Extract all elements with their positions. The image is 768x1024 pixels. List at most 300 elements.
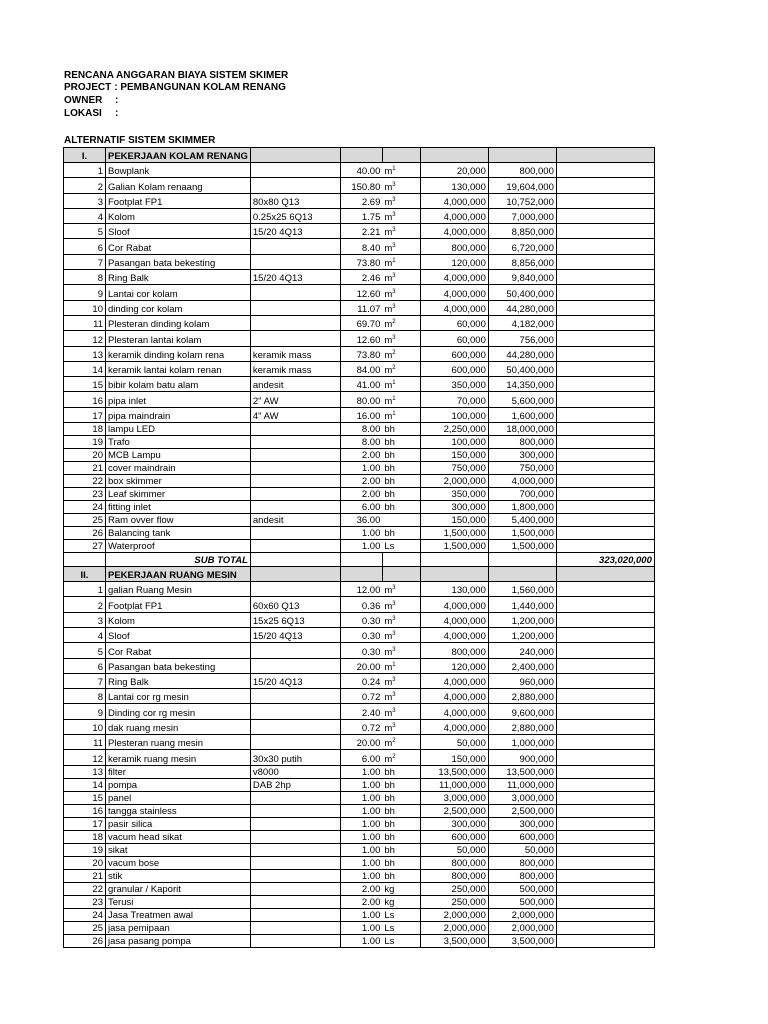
- quantity: 36.00: [340, 514, 382, 527]
- quantity: 69.70: [340, 315, 382, 330]
- line-total: 44,280,000: [488, 346, 556, 361]
- unit-price: 4,000,000: [420, 300, 488, 315]
- unit: [382, 856, 420, 869]
- unit-price: 3,500,000: [420, 934, 488, 947]
- grand-cell: [556, 627, 654, 642]
- unit-text: bh: [384, 437, 395, 449]
- unit: [382, 689, 420, 704]
- unit: [382, 407, 420, 422]
- quantity: 73.80: [340, 254, 382, 269]
- item-spec: 15/20 4Q13: [250, 224, 340, 239]
- line-total: 500,000: [488, 882, 556, 895]
- unit-text: m: [384, 677, 393, 689]
- unit-exponent: 1: [392, 257, 396, 264]
- row-number: 23: [64, 895, 106, 908]
- table-row: [64, 597, 655, 612]
- table-row: [64, 239, 655, 254]
- item-spec: [250, 582, 340, 597]
- alternatif-heading: ALTERNATIF SISTEM SKIMMER: [64, 135, 216, 146]
- unit: [382, 361, 420, 376]
- quantity: 1.00: [340, 791, 382, 804]
- unit: [382, 895, 420, 908]
- item-name: [106, 224, 251, 239]
- unit: [382, 449, 420, 462]
- unit-exponent: 1: [392, 395, 396, 402]
- unit-text: m: [384, 692, 393, 704]
- unit-price: 1,500,000: [420, 540, 488, 553]
- unit-exponent: 3: [392, 631, 396, 638]
- unit: [382, 843, 420, 856]
- section-title: PEKERJAAN RUANG MESIN: [106, 567, 251, 582]
- quantity: 2.00: [340, 475, 382, 488]
- empty-cell: [488, 553, 556, 567]
- unit-price: 100,000: [420, 407, 488, 422]
- item-name: [106, 300, 251, 315]
- item-name-text: Plesteran lantai kolam: [108, 334, 202, 346]
- empty-cell: [488, 567, 556, 582]
- unit-price: 4,000,000: [420, 597, 488, 612]
- table-row: [64, 377, 655, 392]
- line-total: 50,400,000: [488, 361, 556, 376]
- unit: [382, 488, 420, 501]
- item-name-text: Ring Balk: [108, 273, 149, 285]
- line-total: 1,000,000: [488, 735, 556, 750]
- item-spec: [250, 908, 340, 921]
- item-spec: 15/20 4Q13: [250, 673, 340, 688]
- row-number: 8: [64, 689, 106, 704]
- table-row: [64, 817, 655, 830]
- item-spec: [250, 436, 340, 449]
- item-spec: [250, 817, 340, 830]
- line-total: 2,000,000: [488, 921, 556, 934]
- unit: [382, 643, 420, 658]
- row-number: 24: [64, 501, 106, 514]
- line-total: 4,000,000: [488, 475, 556, 488]
- unit-text: m: [384, 707, 393, 719]
- table-row: [64, 501, 655, 514]
- item-name: [106, 869, 251, 882]
- row-number: 10: [64, 300, 106, 315]
- line-total: 300,000: [488, 817, 556, 830]
- grand-cell: [556, 673, 654, 688]
- item-name: [106, 208, 251, 223]
- unit-exponent: 2: [392, 738, 396, 745]
- grand-cell: [556, 597, 654, 612]
- unit-text: m: [384, 723, 393, 735]
- item-spec: [250, 449, 340, 462]
- quantity: 2.69: [340, 193, 382, 208]
- item-name: [106, 765, 251, 778]
- unit-price: 130,000: [420, 178, 488, 193]
- line-total: 2,000,000: [488, 908, 556, 921]
- quantity: 1.00: [340, 462, 382, 475]
- unit-exponent: 2: [392, 319, 396, 326]
- row-number: 3: [64, 193, 106, 208]
- table-row: [64, 869, 655, 882]
- unit-price: 4,000,000: [420, 285, 488, 300]
- grand-cell: [556, 582, 654, 597]
- unit: [382, 285, 420, 300]
- item-name: [106, 627, 251, 642]
- item-name: [106, 239, 251, 254]
- grand-cell: [556, 208, 654, 223]
- unit: [382, 436, 420, 449]
- unit: [382, 254, 420, 269]
- unit-text: bh: [384, 450, 395, 462]
- quantity: 1.00: [340, 778, 382, 791]
- row-number: 21: [64, 869, 106, 882]
- grand-cell: [556, 178, 654, 193]
- unit: [382, 612, 420, 627]
- unit-price: 4,000,000: [420, 612, 488, 627]
- row-number: 26: [64, 934, 106, 947]
- item-name: [106, 817, 251, 830]
- item-name-text: Kolom: [108, 212, 135, 224]
- unit-exponent: 3: [392, 227, 396, 234]
- row-number: 25: [64, 921, 106, 934]
- table-row: [64, 315, 655, 330]
- item-spec: [250, 488, 340, 501]
- table-row: [64, 908, 655, 921]
- unit: [382, 719, 420, 734]
- quantity: 1.00: [340, 856, 382, 869]
- unit: [382, 270, 420, 285]
- unit: [382, 658, 420, 673]
- unit: [382, 582, 420, 597]
- item-spec: [250, 934, 340, 947]
- line-total: 800,000: [488, 436, 556, 449]
- grand-cell: [556, 895, 654, 908]
- quantity: 1.00: [340, 934, 382, 947]
- item-name-text: box skimmer: [108, 476, 162, 488]
- unit-text: m: [384, 181, 393, 193]
- item-spec: [250, 462, 340, 475]
- line-total: 960,000: [488, 673, 556, 688]
- document-title: RENCANA ANGGARAN BIAYA SISTEM SKIMER: [64, 70, 289, 81]
- item-name: [106, 689, 251, 704]
- item-name-text: Footplat FP1: [108, 600, 163, 612]
- line-total: 44,280,000: [488, 300, 556, 315]
- unit-text: bh: [384, 818, 395, 830]
- quantity: 6.00: [340, 750, 382, 765]
- item-name: [106, 462, 251, 475]
- grand-cell: [556, 735, 654, 750]
- unit-exponent: 1: [392, 410, 396, 417]
- table-row: [64, 689, 655, 704]
- project-label: PROJECT: [64, 82, 112, 93]
- table-row: [64, 361, 655, 376]
- unit-text: m: [384, 646, 393, 658]
- item-name: [106, 719, 251, 734]
- table-row: [64, 331, 655, 346]
- item-name: [106, 514, 251, 527]
- grand-cell: [556, 778, 654, 791]
- unit-text: bh: [384, 502, 395, 514]
- item-spec: keramik mass: [250, 346, 340, 361]
- unit-price: 50,000: [420, 843, 488, 856]
- item-spec: [250, 331, 340, 346]
- unit-exponent: 1: [392, 661, 396, 668]
- item-spec: [250, 178, 340, 193]
- unit-price: 130,000: [420, 582, 488, 597]
- grand-cell: [556, 392, 654, 407]
- line-total: 2,880,000: [488, 719, 556, 734]
- unit-price: 800,000: [420, 869, 488, 882]
- grand-cell: [556, 765, 654, 778]
- lokasi-line: [64, 108, 118, 120]
- table-row: [64, 514, 655, 527]
- item-name-text: Balancing tank: [108, 528, 171, 540]
- section-number: I.: [64, 148, 106, 163]
- item-name: [106, 331, 251, 346]
- unit-price: 600,000: [420, 830, 488, 843]
- item-name-text: vacum bose: [108, 857, 160, 869]
- quantity: 20.00: [340, 658, 382, 673]
- row-number: 18: [64, 830, 106, 843]
- item-spec: keramik mass: [250, 361, 340, 376]
- unit-price: 20,000: [420, 163, 488, 178]
- item-name-text: panel: [108, 792, 132, 804]
- table-row: [64, 392, 655, 407]
- owner-value: :: [115, 95, 119, 106]
- row-number: 19: [64, 843, 106, 856]
- row-number: 2: [64, 178, 106, 193]
- item-name-text: Sloof: [108, 631, 130, 643]
- item-name-text: Lantai cor rg mesin: [108, 692, 189, 704]
- unit-text: Ls: [384, 922, 395, 934]
- unit: [382, 921, 420, 934]
- grand-cell: [556, 462, 654, 475]
- unit: [382, 315, 420, 330]
- unit-price: 1,500,000: [420, 527, 488, 540]
- item-name: [106, 895, 251, 908]
- unit-exponent: 3: [392, 646, 396, 653]
- quantity: 12.60: [340, 285, 382, 300]
- table-row: [64, 300, 655, 315]
- item-spec: [250, 804, 340, 817]
- quantity: 2.00: [340, 488, 382, 501]
- grand-cell: [556, 407, 654, 422]
- quantity: 0.72: [340, 689, 382, 704]
- quantity: 1.00: [340, 804, 382, 817]
- item-spec: [250, 254, 340, 269]
- unit-text: bh: [384, 463, 395, 475]
- line-total: 800,000: [488, 869, 556, 882]
- section-header-row: [64, 567, 655, 582]
- grand-cell: [556, 750, 654, 765]
- unit-price: 800,000: [420, 856, 488, 869]
- table-row: [64, 804, 655, 817]
- row-number: 3: [64, 612, 106, 627]
- unit: [382, 627, 420, 642]
- quantity: 0.24: [340, 673, 382, 688]
- line-total: 50,000: [488, 843, 556, 856]
- line-total: 1,500,000: [488, 527, 556, 540]
- row-number: 21: [64, 462, 106, 475]
- unit: [382, 392, 420, 407]
- quantity: 0.36: [340, 597, 382, 612]
- item-name-text: Trafo: [108, 437, 130, 449]
- unit-price: 4,000,000: [420, 270, 488, 285]
- unit-exponent: 3: [392, 303, 396, 310]
- item-name: [106, 856, 251, 869]
- unit-text: Ls: [384, 909, 395, 921]
- item-name: [106, 750, 251, 765]
- unit: [382, 377, 420, 392]
- table-row: [64, 407, 655, 422]
- unit: [382, 300, 420, 315]
- unit-exponent: 3: [392, 273, 396, 280]
- item-spec: [250, 704, 340, 719]
- quantity: 80.00: [340, 392, 382, 407]
- table-row: [64, 193, 655, 208]
- item-name-text: Galian Kolam renaang: [108, 181, 203, 193]
- item-name-text: sikat: [108, 844, 128, 856]
- line-total: 14,350,000: [488, 377, 556, 392]
- item-spec: [250, 540, 340, 553]
- unit-text: bh: [384, 424, 395, 436]
- unit: [382, 224, 420, 239]
- row-number: 15: [64, 377, 106, 392]
- row-number: 22: [64, 882, 106, 895]
- item-name-text: dinding cor kolam: [108, 303, 183, 315]
- item-spec: v8000: [250, 765, 340, 778]
- table-row: [64, 178, 655, 193]
- table-row: [64, 934, 655, 947]
- unit-exponent: 3: [392, 600, 396, 607]
- row-number: 4: [64, 627, 106, 642]
- empty-cell: [250, 553, 340, 567]
- unit-text: m: [384, 661, 393, 673]
- unit-text: m: [384, 273, 393, 285]
- line-total: 7,000,000: [488, 208, 556, 223]
- item-spec: [250, 285, 340, 300]
- unit: [382, 239, 420, 254]
- unit-price: 350,000: [420, 377, 488, 392]
- line-total: 50,400,000: [488, 285, 556, 300]
- unit-text: bh: [384, 844, 395, 856]
- line-total: 240,000: [488, 643, 556, 658]
- unit-text: m: [384, 631, 393, 643]
- item-spec: [250, 921, 340, 934]
- quantity: 150.80: [340, 178, 382, 193]
- quantity: 12.00: [340, 582, 382, 597]
- unit-text: m: [384, 411, 393, 423]
- item-name-text: tangga stainless: [108, 805, 177, 817]
- grand-cell: [556, 346, 654, 361]
- line-total: 2,500,000: [488, 804, 556, 817]
- item-name: [106, 804, 251, 817]
- item-name: [106, 778, 251, 791]
- table-row: [64, 719, 655, 734]
- unit-price: 100,000: [420, 436, 488, 449]
- item-spec: [250, 475, 340, 488]
- quantity: 2.00: [340, 882, 382, 895]
- line-total: 700,000: [488, 488, 556, 501]
- item-name-text: vacum head sikat: [108, 831, 182, 843]
- empty-cell: [382, 567, 420, 582]
- line-total: 1,200,000: [488, 612, 556, 627]
- unit: [382, 778, 420, 791]
- unit: [382, 804, 420, 817]
- item-name: [106, 582, 251, 597]
- unit-text: m: [384, 334, 393, 346]
- grand-cell: [556, 689, 654, 704]
- item-name-text: Plesteran ruang mesin: [108, 738, 204, 750]
- item-name: [106, 704, 251, 719]
- quantity: 2.00: [340, 895, 382, 908]
- item-name-text: Footplat FP1: [108, 196, 163, 208]
- table-row: [64, 224, 655, 239]
- line-total: 750,000: [488, 462, 556, 475]
- unit-price: 120,000: [420, 658, 488, 673]
- row-number: 17: [64, 407, 106, 422]
- table-row: [64, 346, 655, 361]
- item-name-text: keramik ruang mesin: [108, 753, 197, 765]
- unit-text: bh: [384, 792, 395, 804]
- grand-cell: [556, 856, 654, 869]
- row-number: 27: [64, 540, 106, 553]
- quantity: 8.00: [340, 436, 382, 449]
- item-spec: [250, 658, 340, 673]
- row-number: 17: [64, 817, 106, 830]
- line-total: 19,604,000: [488, 178, 556, 193]
- unit-exponent: 2: [392, 365, 396, 371]
- line-total: 1,200,000: [488, 627, 556, 642]
- line-total: 4,182,000: [488, 315, 556, 330]
- item-name: [106, 612, 251, 627]
- unit-price: 4,000,000: [420, 193, 488, 208]
- item-name-text: filter: [108, 766, 126, 778]
- item-name: [106, 270, 251, 285]
- unit-price: 150,000: [420, 750, 488, 765]
- grand-cell: [556, 882, 654, 895]
- item-name-text: Leaf skimmer: [108, 489, 166, 501]
- empty-cell: [340, 567, 382, 582]
- row-number: 5: [64, 643, 106, 658]
- quantity: 6.00: [340, 501, 382, 514]
- unit: [382, 830, 420, 843]
- line-total: 5,400,000: [488, 514, 556, 527]
- quantity: 2.00: [340, 449, 382, 462]
- grand-cell: [556, 612, 654, 627]
- item-name: [106, 673, 251, 688]
- table-row: [64, 704, 655, 719]
- unit-text: m: [384, 395, 393, 407]
- row-number: 12: [64, 750, 106, 765]
- unit-price: 4,000,000: [420, 673, 488, 688]
- unit-price: 60,000: [420, 331, 488, 346]
- line-total: 9,840,000: [488, 270, 556, 285]
- quantity: 40.00: [340, 163, 382, 178]
- table-row: [64, 475, 655, 488]
- table-row: [64, 488, 655, 501]
- line-total: 900,000: [488, 750, 556, 765]
- item-name: [106, 843, 251, 856]
- row-number: 5: [64, 224, 106, 239]
- row-number: 13: [64, 765, 106, 778]
- item-name: [106, 791, 251, 804]
- row-number: 1: [64, 163, 106, 178]
- grand-cell: [556, 817, 654, 830]
- grand-cell: [556, 843, 654, 856]
- unit-exponent: 3: [392, 692, 396, 699]
- unit: [382, 765, 420, 778]
- item-name-text: galian Ruang Mesin: [108, 585, 192, 597]
- empty-cell: [488, 148, 556, 163]
- item-name: [106, 540, 251, 553]
- unit: [382, 934, 420, 947]
